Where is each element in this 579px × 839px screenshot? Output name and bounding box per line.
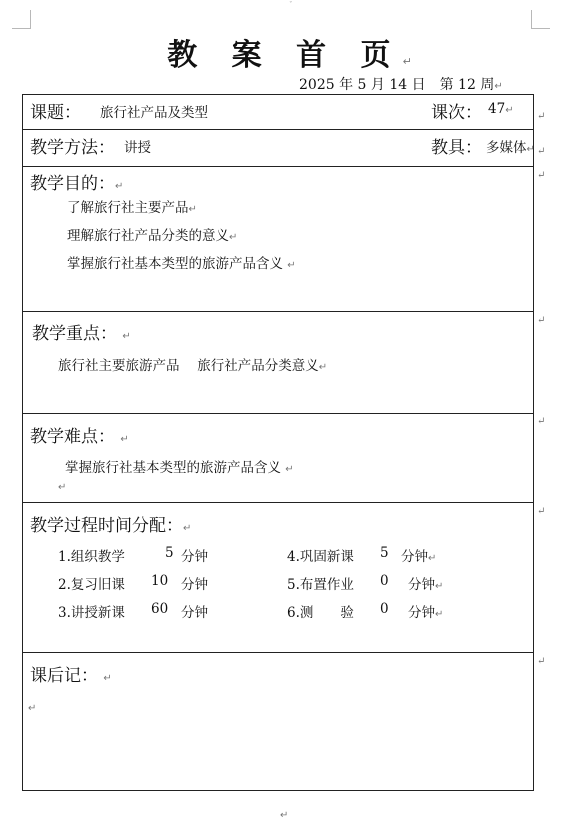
header-anchor-mark: ˇ: [289, 1, 293, 9]
objective-item: 理解旅行社产品分类的意义↵: [67, 228, 238, 244]
time-item-minutes: 0: [380, 601, 389, 617]
time-item-minutes: 0: [380, 573, 389, 589]
time-item-unit: 分钟↵: [408, 577, 444, 593]
objective-item: 了解旅行社主要产品↵: [67, 200, 197, 216]
page-title-text: 教 案 首 页: [167, 38, 403, 73]
difficulties-text: 掌握旅行社基本类型的旅游产品含义 ↵: [65, 460, 294, 476]
row-end-mark: ↵: [537, 146, 546, 157]
key-points-label: 教学重点： ↵: [32, 324, 131, 344]
row-end-mark: ↵: [537, 656, 546, 667]
method-label: 教学方法：: [30, 138, 115, 158]
time-allocation-label: 教学过程时间分配：↵: [30, 516, 192, 536]
topic-row: [22, 94, 534, 130]
time-item-name: 3.讲授新课: [58, 605, 125, 621]
after-class-label: 课后记： ↵: [30, 666, 112, 686]
row-end-mark: ↵: [537, 315, 546, 326]
time-item-unit: 分钟↵: [408, 605, 444, 621]
date-line: [299, 74, 503, 94]
topic-label: 课题：: [30, 103, 81, 123]
time-item-name: 2.复习旧课: [58, 577, 125, 593]
key-points-section: [22, 312, 534, 414]
time-item-unit: 分钟↵: [401, 549, 437, 565]
time-item-name: 4.巩固新课: [287, 549, 354, 565]
objectives-label: 教学目的：↵: [30, 174, 124, 194]
date-week-text: 2025 年 5 月 14 日 第 12 周: [299, 77, 495, 93]
page-corner-top-left: [12, 10, 31, 29]
row-end-mark: ↵: [537, 506, 546, 517]
tools-label: 教具：: [431, 138, 482, 158]
method-row: [22, 130, 534, 167]
time-item-name: 5.布置作业: [287, 577, 354, 593]
difficulties-section: [22, 414, 534, 503]
session-label: 课次：: [431, 103, 482, 123]
objectives-section: [22, 166, 534, 312]
time-item-unit: 分钟: [181, 549, 208, 565]
row-end-mark: ↵: [537, 170, 546, 181]
difficulties-label: 教学难点： ↵: [30, 427, 129, 447]
method-value: 讲授: [124, 140, 151, 156]
paragraph-mark: ↵: [28, 703, 37, 714]
document-end-mark: ↵: [280, 810, 289, 821]
tools-value: 多媒体↵: [486, 140, 535, 156]
key-points-text: 旅行社主要旅游产品 旅行社产品分类意义↵: [58, 358, 328, 374]
time-item-minutes: 60: [151, 601, 169, 617]
session-value: 47↵: [488, 101, 514, 117]
paragraph-mark: ↵: [494, 81, 503, 92]
after-class-section: [22, 653, 534, 791]
paragraph-mark: ↵: [58, 482, 67, 493]
row-end-mark: ↵: [537, 111, 546, 122]
time-item-name: 6.测 验: [287, 605, 354, 621]
time-item-unit: 分钟: [181, 605, 208, 621]
time-allocation-section: [22, 503, 534, 653]
topic-value: 旅行社产品及类型: [100, 105, 208, 121]
time-item-minutes: 5: [165, 545, 174, 561]
time-item-minutes: 10: [151, 573, 169, 589]
time-item-name: 1.组织教学: [58, 549, 125, 565]
time-item-minutes: 5: [380, 545, 389, 561]
objective-item: 掌握旅行社基本类型的旅游产品含义 ↵: [67, 256, 296, 272]
time-item-unit: 分钟: [181, 577, 208, 593]
page-title: [0, 30, 579, 74]
page-corner-top-right: [531, 10, 550, 29]
paragraph-mark: ↵: [402, 55, 412, 68]
row-end-mark: ↵: [537, 416, 546, 427]
